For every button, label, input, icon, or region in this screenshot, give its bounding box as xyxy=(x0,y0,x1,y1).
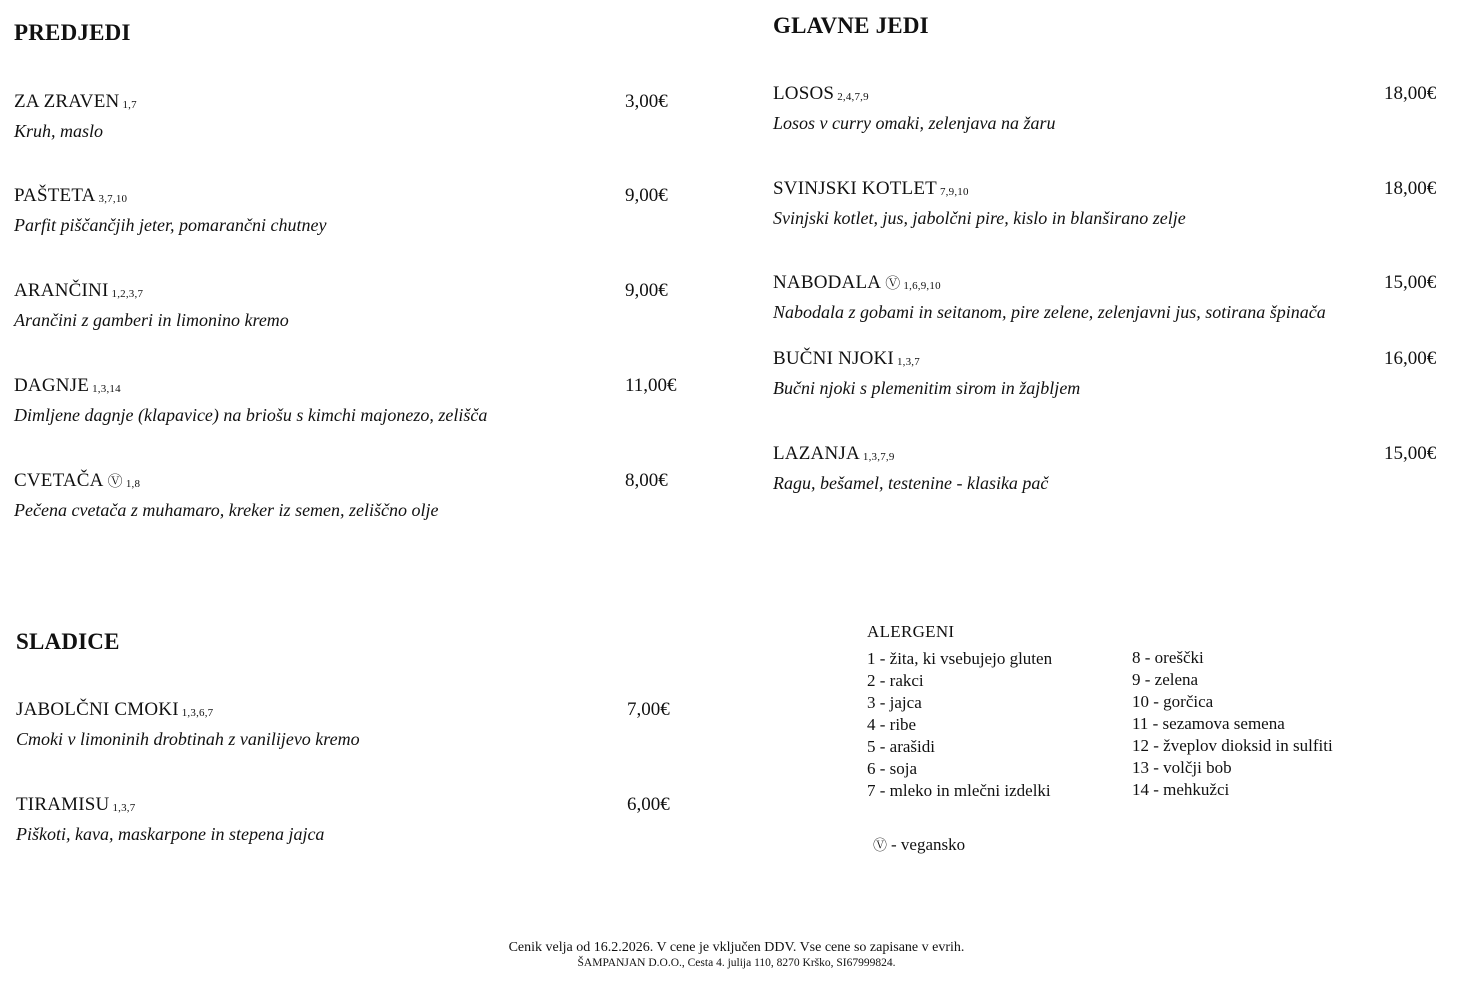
allergen-codes: 1,8 xyxy=(125,478,141,490)
allergen-entry: 14 - mehkužci xyxy=(1132,780,1230,799)
vegan-legend xyxy=(873,835,965,855)
item-description: Nabodala z gobami in seitanom, pire zelene, zelenjavni jus, sotirana špinača xyxy=(773,302,1326,322)
item-name: CVETAČA Ⓥ 1,8 xyxy=(14,470,141,491)
item-price: 7,00€ xyxy=(627,699,670,720)
section-title-glavne-jedi: GLAVNE JEDI xyxy=(773,13,929,38)
item-price: 18,00€ xyxy=(1384,83,1437,104)
allergen-entry: 10 - gorčica xyxy=(1132,692,1214,711)
allergen-codes: 1,3,7 xyxy=(896,356,920,368)
item-price: 9,00€ xyxy=(625,280,668,301)
allergen-entry: 11 - sezamova semena xyxy=(1132,714,1285,733)
item-description: Arančini z gamberi in limonino kremo xyxy=(14,310,289,330)
item-description: Parfit piščančjih jeter, pomarančni chutney xyxy=(14,215,327,235)
vegan-icon: Ⓥ xyxy=(885,274,901,292)
item-name: ZA ZRAVEN 1,7 xyxy=(14,91,137,112)
vegan-legend-label: - vegansko xyxy=(891,835,966,854)
allergen-codes: 2,4,7,9 xyxy=(837,91,869,103)
allergen-codes: 1,2,3,7 xyxy=(111,288,144,300)
allergen-list-right xyxy=(1132,647,1333,801)
item-price: 11,00€ xyxy=(625,375,677,396)
item-price: 9,00€ xyxy=(625,185,668,206)
allergen-entry: 3 - jajca xyxy=(867,693,922,712)
allergen-entry: 4 - ribe xyxy=(867,715,917,734)
item-price: 3,00€ xyxy=(625,91,668,112)
item-name: NABODALA Ⓥ 1,6,9,10 xyxy=(773,272,941,293)
allergen-entry: 7 - mleko in mlečni izdelki xyxy=(867,781,1051,800)
allergen-entry: 5 - arašidi xyxy=(867,737,935,756)
item-description: Kruh, maslo xyxy=(14,121,104,141)
item-price: 16,00€ xyxy=(1384,348,1437,369)
item-description: Bučni njoki s plemenitim sirom in žajbljem xyxy=(773,378,1081,398)
item-name: DAGNJE 1,3,14 xyxy=(14,375,121,396)
item-name: TIRAMISU 1,3,7 xyxy=(16,794,136,815)
vegan-icon: Ⓥ xyxy=(873,838,887,854)
item-description: Cmoki v limoninih drobtinah z vanilijevo kremo xyxy=(16,729,360,749)
allergen-codes: 1,3,7 xyxy=(112,802,136,814)
item-price: 6,00€ xyxy=(627,794,670,815)
allergen-entry: 1 - žita, ki vsebujejo gluten xyxy=(867,649,1053,668)
item-name: LAZANJA 1,3,7,9 xyxy=(773,443,895,464)
allergen-codes: 1,3,6,7 xyxy=(181,707,214,719)
item-name: PAŠTETA 3,7,10 xyxy=(14,185,128,206)
item-description: Losos v curry omaki, zelenjava na žaru xyxy=(773,113,1056,133)
allergen-entry: 13 - volčji bob xyxy=(1132,758,1232,777)
allergen-codes: 1,3,14 xyxy=(92,383,121,395)
item-description: Dimljene dagnje (klapavice) na briošu s kimchi majonezo, zelišča xyxy=(14,405,488,425)
item-name: LOSOS 2,4,7,9 xyxy=(773,83,869,104)
section-title-sladice: SLADICE xyxy=(16,629,120,654)
item-price: 15,00€ xyxy=(1384,272,1437,293)
allergen-codes: 1,3,7,9 xyxy=(862,451,895,463)
item-description: Piškoti, kava, maskarpone in stepena jajca xyxy=(16,824,325,844)
footer-price-note: Cenik velja od 16.2.2026. V cene je vključen DDV. Vse cene so zapisane v evrih. xyxy=(508,940,965,955)
section-title-predjedi: PREDJEDI xyxy=(14,20,131,45)
item-name: JABOLČNI CMOKI 1,3,6,7 xyxy=(16,699,214,720)
item-description: Svinjski kotlet, jus, jabolčni pire, kislo in blanširano zelje xyxy=(773,208,1186,228)
item-name: ARANČINI 1,2,3,7 xyxy=(14,280,144,301)
item-description: Pečena cvetača z muhamaro, kreker iz semen, zeliščno olje xyxy=(14,500,439,520)
allergen-entry: 6 - soja xyxy=(867,759,918,778)
allergen-codes: 1,6,9,10 xyxy=(903,280,941,292)
allergens-title: ALERGENI xyxy=(867,622,955,641)
item-price: 8,00€ xyxy=(625,470,668,491)
vegan-icon: Ⓥ xyxy=(107,472,123,490)
allergen-entry: 2 - rakci xyxy=(867,671,924,690)
allergen-codes: 1,7 xyxy=(122,99,137,111)
allergen-entry: 8 - oreščki xyxy=(1132,648,1204,667)
item-price: 15,00€ xyxy=(1384,443,1437,464)
item-price: 18,00€ xyxy=(1384,178,1437,199)
footer-company-info: ŠAMPANJAN D.O.O., Cesta 4. julija 110, 8270 Krško, SI67999824. xyxy=(577,957,896,969)
item-description: Ragu, bešamel, testenine - klasika pač xyxy=(773,473,1049,493)
item-name: BUČNI NJOKI 1,3,7 xyxy=(773,348,920,369)
allergen-list-left xyxy=(867,648,1052,802)
footer xyxy=(0,939,1473,971)
allergen-codes: 7,9,10 xyxy=(939,186,969,198)
allergen-entry: 12 - žveplov dioksid in sulfiti xyxy=(1132,736,1333,755)
item-name: SVINJSKI KOTLET 7,9,10 xyxy=(773,178,969,199)
allergen-entry: 9 - zelena xyxy=(1132,670,1199,689)
allergen-codes: 3,7,10 xyxy=(98,193,128,205)
